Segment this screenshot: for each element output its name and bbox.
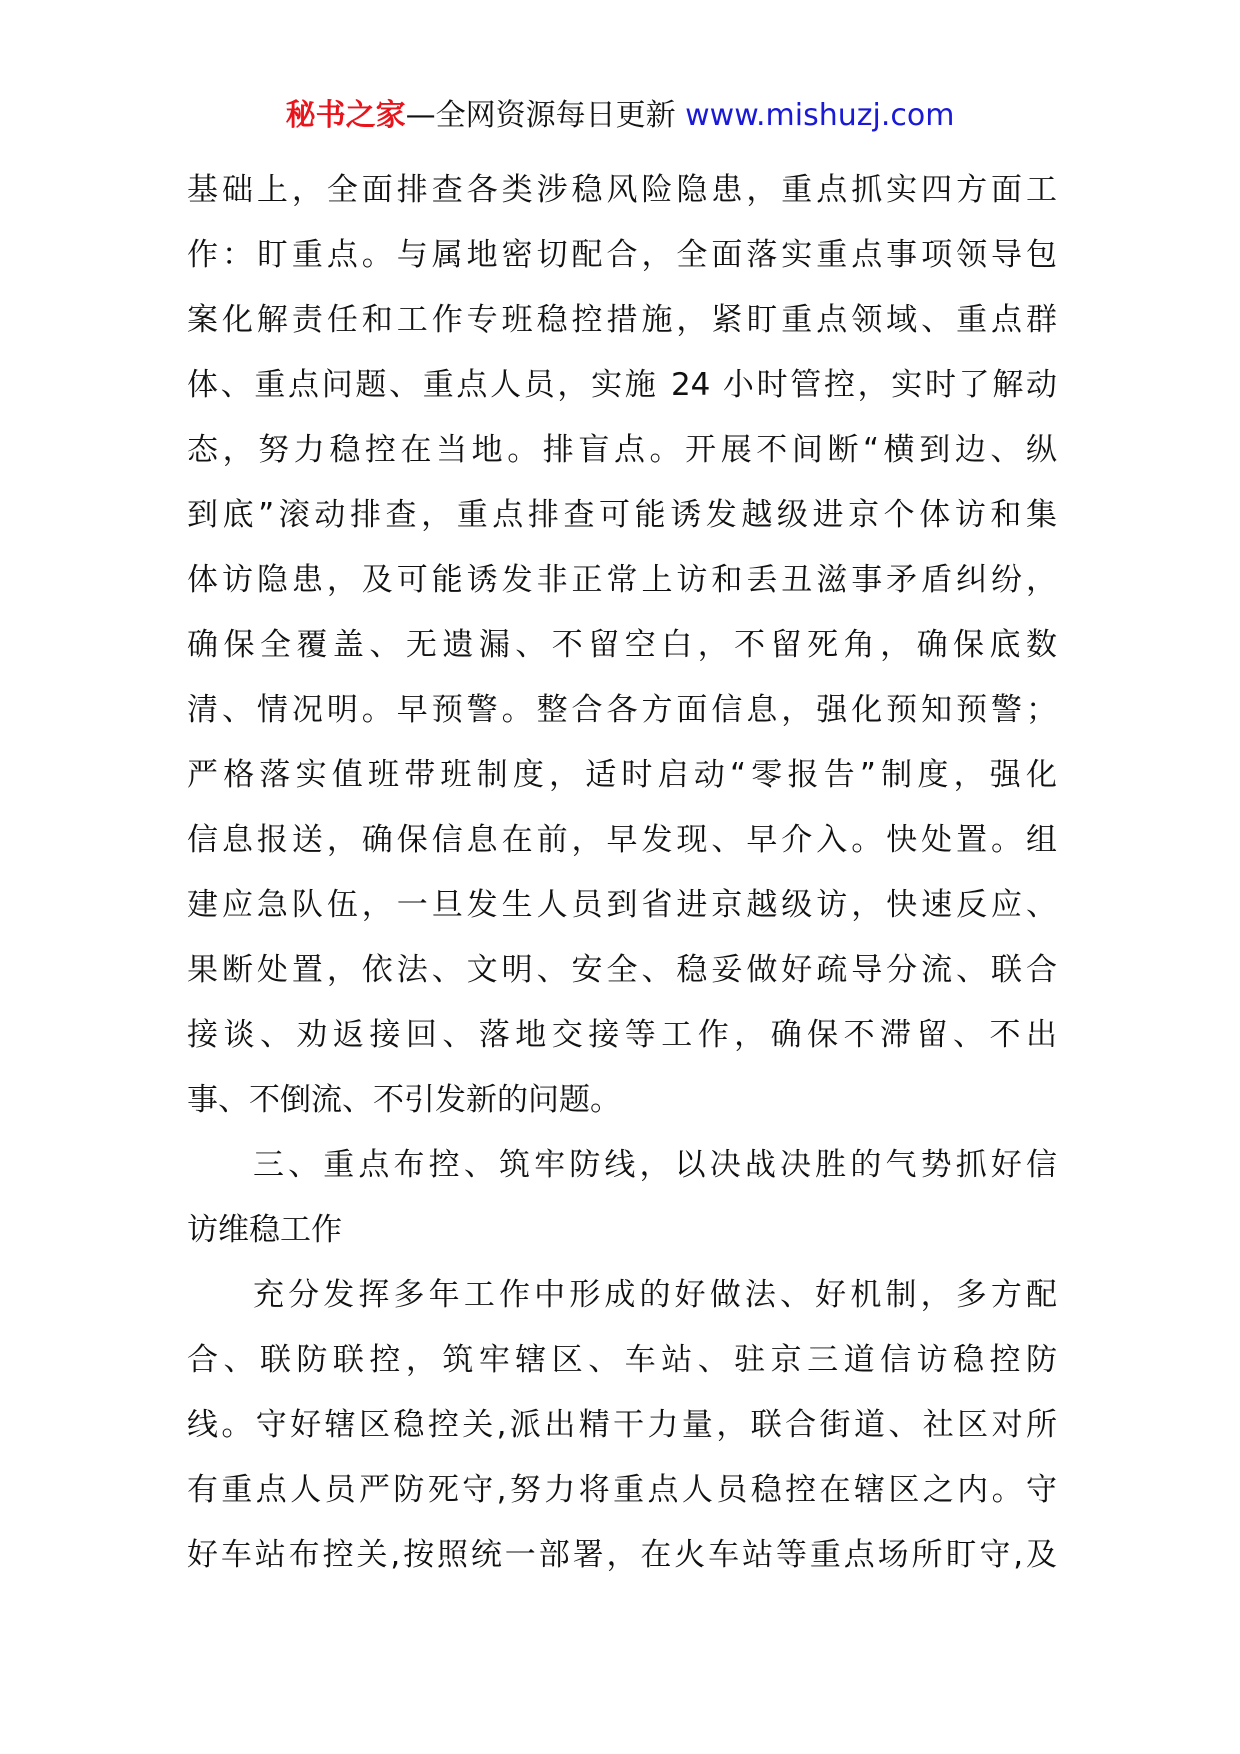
body-line: 事、不倒流、不引发新的问题。	[187, 1082, 621, 1118]
section-heading-line: 访维稳工作	[187, 1212, 342, 1248]
site-url[interactable]: www.mishuzj.com	[685, 98, 955, 133]
body-line: 建应急队伍，一旦发生人员到省进京越级访，快速反应、	[187, 887, 1057, 923]
body-line: 确保全覆盖、无遗漏、不留空白，不留死角，确保底数	[187, 627, 1057, 663]
body-line: 基础上，全面排查各类涉稳风险隐患，重点抓实四方面工	[187, 172, 1057, 208]
body-line: 严格落实值班带班制度，适时启动“零报告”制度，强化	[187, 757, 1057, 793]
body-line: 作：盯重点。与属地密切配合，全面落实重点事项领导包	[187, 237, 1057, 273]
body-line: 接谈、劝返接回、落地交接等工作，确保不滞留、不出	[187, 1017, 1057, 1053]
body-line: 体访隐患，及可能诱发非正常上访和丢丑滋事矛盾纠纷，	[187, 562, 1057, 598]
body-line: 信息报送，确保信息在前，早发现、早介入。快处置。组	[187, 822, 1057, 858]
body-line: 有重点人员严防死守,努力将重点人员稳控在辖区之内。守	[187, 1472, 1057, 1508]
page-header	[0, 94, 1240, 138]
body-line: 到底”滚动排查，重点排查可能诱发越级进京个体访和集	[187, 497, 1057, 533]
body-line: 案化解责任和工作专班稳控措施，紧盯重点领域、重点群	[187, 302, 1057, 338]
section-heading-line: 三、重点布控、筑牢防线，以决战决胜的气势抓好信	[253, 1147, 1057, 1183]
body-line: 线。守好辖区稳控关,派出精干力量，联合街道、社区对所	[187, 1407, 1057, 1443]
body-line: 清、情况明。早预警。整合各方面信息，强化预知预警；	[187, 692, 1057, 728]
body-line: 合、联防联控，筑牢辖区、车站、驻京三道信访稳控防	[187, 1342, 1057, 1378]
body-line: 好车站布控关,按照统一部署，在火车站等重点场所盯守,及	[187, 1537, 1057, 1573]
site-tagline: —全网资源每日更新	[405, 98, 676, 133]
document-body	[187, 158, 1057, 1588]
body-line: 体、重点问题、重点人员，实施 24 小时管控，实时了解动	[187, 367, 1057, 403]
site-brand: 秘书之家	[285, 98, 406, 133]
body-line: 果断处置，依法、文明、安全、稳妥做好疏导分流、联合	[187, 952, 1057, 988]
body-line: 充分发挥多年工作中形成的好做法、好机制，多方配	[253, 1277, 1057, 1313]
body-line: 态，努力稳控在当地。排盲点。开展不间断“横到边、纵	[187, 432, 1057, 468]
